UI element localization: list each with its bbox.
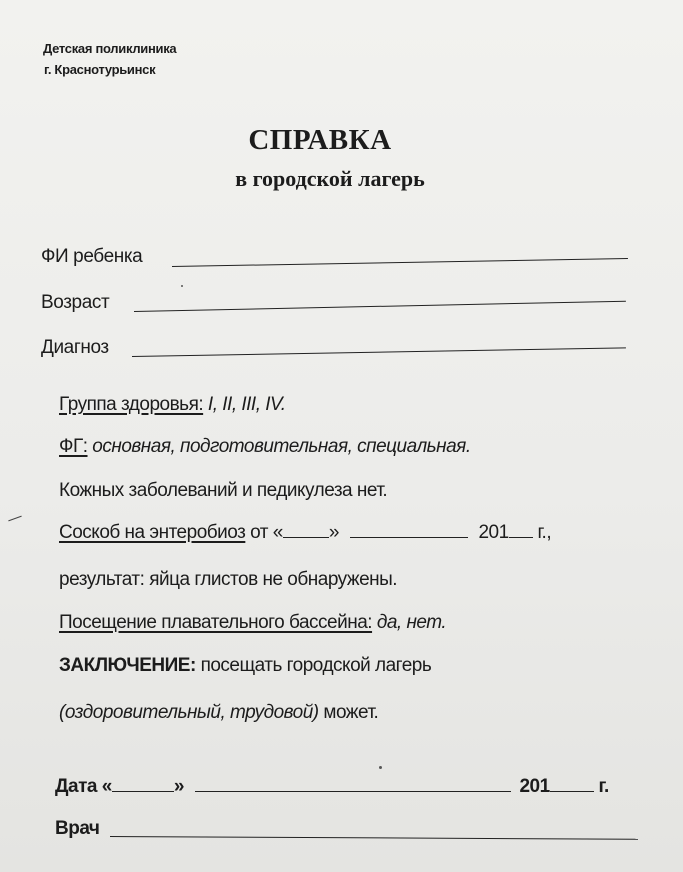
child-name-label: ФИ ребенка xyxy=(41,246,143,267)
conclusion-row xyxy=(59,655,431,677)
conclusion-label: ЗАКЛЮЧЕНИЕ: xyxy=(59,655,196,676)
child-name-line xyxy=(172,258,628,267)
conclusion-types: (оздоровительный, трудовой) xyxy=(59,702,319,723)
swab-year-blank xyxy=(509,523,533,538)
health-group-label: Группа здоровья: xyxy=(59,394,204,415)
pe-group-label: ФГ: xyxy=(59,436,88,457)
scan-dot xyxy=(181,285,183,287)
swab-from: от « xyxy=(250,522,283,543)
swab-row xyxy=(59,522,551,544)
age-line xyxy=(134,301,626,312)
diagnosis-line xyxy=(132,347,626,357)
date-row xyxy=(55,776,609,798)
result-statement: результат: яйца глистов не обнаружены. xyxy=(59,569,398,590)
age-label: Возраст xyxy=(41,292,110,313)
health-group-row xyxy=(59,394,286,416)
date-year-blank xyxy=(550,777,594,792)
conclusion-can: может. xyxy=(323,702,379,723)
clinic-city: г. Краснотурьинск xyxy=(44,62,156,77)
clinic-name: Детская поликлиника xyxy=(43,41,177,56)
conclusion-row-2 xyxy=(59,702,378,724)
pool-options: да, нет. xyxy=(376,612,447,633)
document-subtitle: в городской лагерь xyxy=(235,166,425,191)
doctor-signature-line xyxy=(110,836,638,840)
swab-year-suffix: г., xyxy=(537,522,552,543)
pe-group-options: основная, подготовительная, специальная. xyxy=(92,436,471,457)
date-label: Дата « xyxy=(55,776,112,797)
scan-dot xyxy=(379,766,382,769)
date-day-blank xyxy=(112,777,174,792)
date-quote-close: » xyxy=(173,776,184,797)
swab-month-blank xyxy=(350,523,468,538)
pool-row xyxy=(59,612,446,634)
date-year-suffix: г. xyxy=(598,776,609,797)
health-group-options: I, II, III, IV. xyxy=(207,394,286,415)
pe-group-row xyxy=(59,436,471,458)
diagnosis-label: Диагноз xyxy=(41,337,109,358)
document-title: СПРАВКА xyxy=(248,124,392,156)
scan-mark xyxy=(8,516,21,522)
swab-quote-close: » xyxy=(328,522,339,543)
doctor-label: Врач xyxy=(55,818,100,839)
swab-label: Соскоб на энтеробиоз xyxy=(59,522,246,543)
swab-year: 201 xyxy=(478,522,509,543)
swab-day-blank xyxy=(283,523,329,538)
pool-label: Посещение плавательного бассейна: xyxy=(59,612,373,633)
conclusion-text: посещать городской лагерь xyxy=(200,655,432,676)
skin-statement: Кожных заболеваний и педикулеза нет. xyxy=(59,480,388,501)
date-year: 201 xyxy=(519,776,550,797)
date-month-blank xyxy=(195,777,511,792)
